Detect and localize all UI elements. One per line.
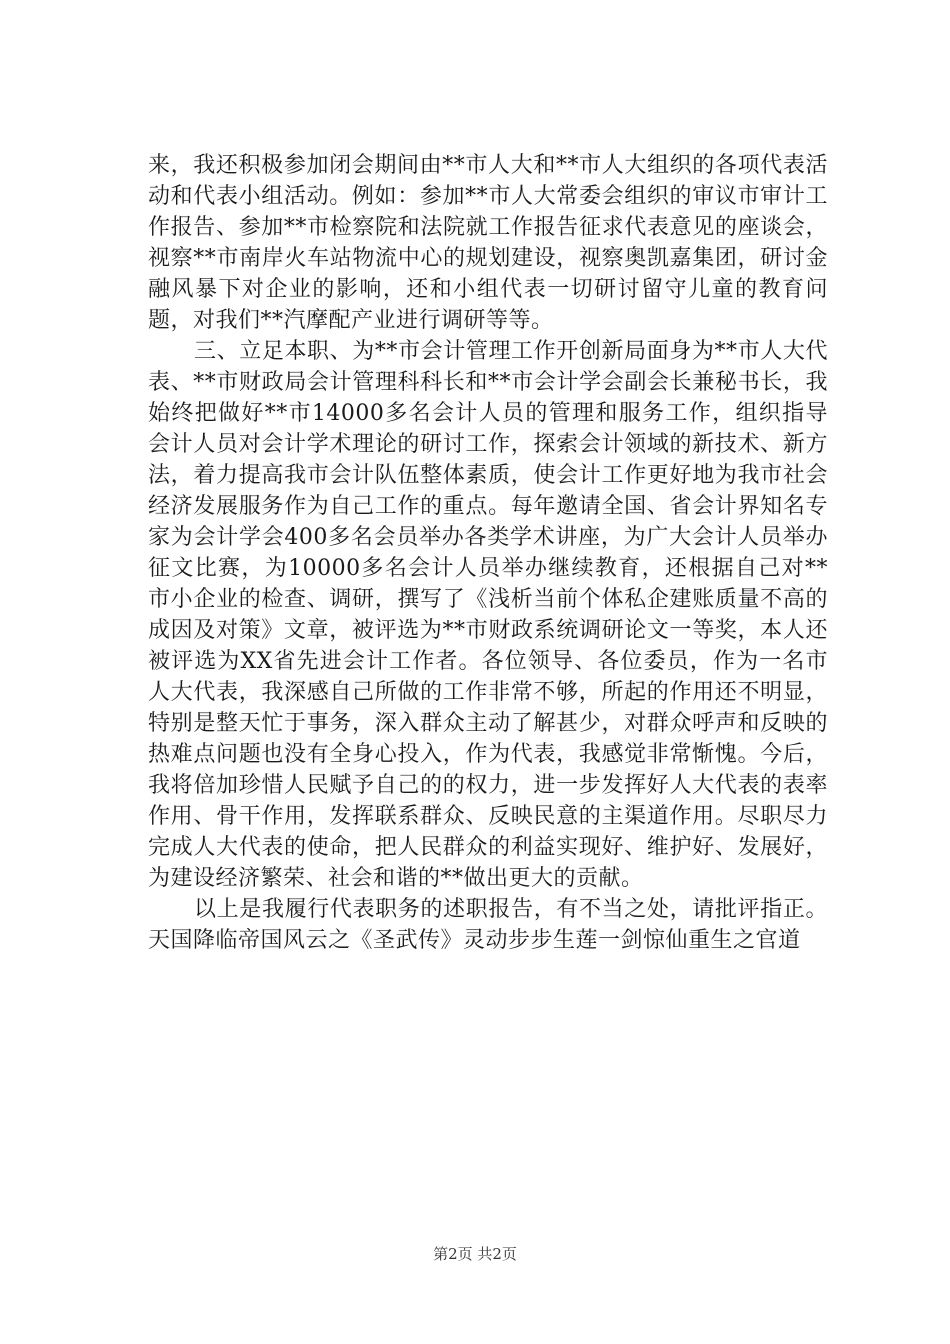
document-body [148, 150, 828, 956]
page-footer: 第2页 共2页 [433, 1245, 517, 1263]
paragraph-continuation: 来，我还积极参加闭会期间由**市人大和**市人大组织的各项代表活动和代表小组活动。例如：参加**市人大常委会组织的审议市审计工作报告、参加**市检察院和法院就工作报告征求代表意见的座谈会，视察**市南岸火车站物流中心的规划建设，视察奥凯嘉集团，研讨金融风暴下对企业的影响，还和小组代表一切研讨留守儿童的教育问题，对我们**汽摩配产业进行调研等等。 [148, 153, 828, 333]
paragraph-section-three: 三、立足本职、为**市会计管理工作开创新局面身为**市人大代表、**市财政局会计管理科科长和**市会计学会副会长兼秘书长，我始终把做好**市14000多名会计人员的管理和服务工作，组织指导会计人员对会计学术理论的研讨工作，探索会计领域的新技术、新方法，着力提高我市会计队伍整体素质，使会计工作更好地为我市社会经济发展服务作为自己工作的重点。每年邀请全国、省会计界知名专家为会计学会400多名会员举办各类学术讲座，为广大会计人员举办征文比赛，为10000多名会计人员举办继续教育，还根据自己对**市小企业的检查、调研，撰写了《浅析当前个体私企建账质量不高的成因及对策》文章，被评选为**市财政系统调研论文一等奖，本人还被评选为XX省先进会计工作者。各位领导、各位委员，作为一名市人大代表，我深感自己所做的工作非常不够，所起的作用还不明显，特别是整天忙于事务，深入群众主动了解甚少，对群众呼声和反映的热难点问题也没有全身心投入，作为代表，我感觉非常惭愧。今后，我将倍加珍惜人民赋予自己的的权力，进一步发挥好人大代表的表率作用、骨干作用，发挥联系群众、反映民意的主渠道作用。尽职尽力完成人大代表的使命，把人民群众的利益实现好、维护好、发展好，为建设经济繁荣、社会和谐的**做出更大的贡献。 [148, 339, 828, 891]
paragraph-closing: 以上是我履行代表职务的述职报告，有不当之处，请批评指正。天国降临帝国风云之《圣武传》灵动步步生莲一剑惊仙重生之官道 [148, 897, 828, 953]
